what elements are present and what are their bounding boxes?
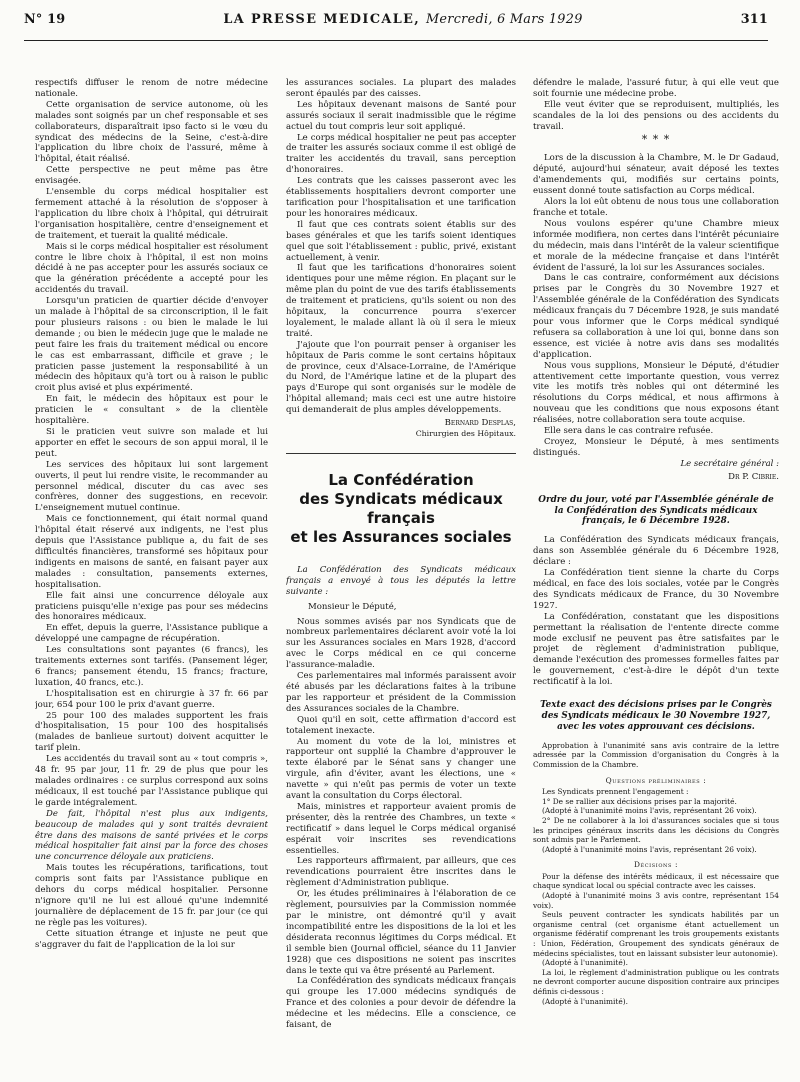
questions-heading: Questions préliminaires :	[605, 775, 707, 785]
signature-role: Le secrétaire général :	[680, 458, 779, 469]
paragraph: Dans le cas contraire, conformément aux décisions prises par le Congrès du 30 Novembre 1927 et l'Assemblée générale de la Confédération des Syndicats médicaux français du 7 Décembre 1928, je suis mandaté pour vous informer que le Corps médical syndiqué refusera sa collaboration à une loi qui, bonne dans son essence, est viciée à notre avis dans ses modalités d'application.	[533, 273, 779, 360]
texte-exact-heading: Texte exact des décisions prises par le Congrès des Syndicats médicaux le 30 Novembre 1927, avec les votes approuvant ces décisions.	[540, 700, 772, 732]
paragraph: J'ajoute que l'on pourrait penser à organiser les hôpitaux de Paris comme le sont certains hôpitaux de province, ceux d'Alsace-Lorraine, de l'Amérique du Nord, de l'Amérique latine et de la plupart des pays d'Europe qui sont organisés sur le modèle de l'hôpital allemand; mais ceci est une autre histoire qui demanderait de plus amples développements.	[286, 339, 516, 416]
journal-name: LA PRESSE MEDICALE,	[223, 12, 421, 27]
paragraph: Les consultations sont payantes (6 francs), les traitements externes sont tarifés. (Pansement léger, 6 francs; pansement étendu, 15 francs; fracture, luxation, 40 francs, etc.).	[35, 645, 268, 688]
list-item: Pour la défense des intérêts médicaux, il est nécessaire que chaque syndicat local ou spécial contracte avec les caisses.	[533, 871, 779, 891]
column-middle	[286, 78, 516, 1078]
list-item: La loi, le règlement d'administration publique ou les contrats ne devront comporter aucune disposition contraire aux principes définis ci-dessous :	[533, 967, 779, 996]
paragraph: L'hospitalisation est en chirurgie à 37 fr. 66 par jour, 654 pour 100 le prix d'avant guerre.	[35, 688, 268, 710]
paragraph: Mais, ministres et rapporteur avaient promis de présenter, dès la rentrée des Chambres, un texte « rectificatif » dans lequel le Corps médical organisé espérait voir inscrites ses revendications essentielles.	[286, 801, 516, 856]
paragraph: Elle fait ainsi une concurrence déloyale aux praticiens puisqu'elle n'exige pas pour ses médecins des honoraires médicaux.	[35, 590, 268, 623]
column-right	[533, 78, 779, 1078]
list-item: (Adopté à l'unanimité).	[542, 958, 628, 968]
list-item: (Adopté à l'unanimité moins 3 avis contre, représentant 154 voix).	[533, 891, 779, 910]
paragraph: La Confédération, constatant que les dispositions permettant la réalisation de l'entente directe comme mode exclusif ne peuvent pas être satisfaites par le projet de règlement d'administration publique, demande l'exécution des promesses formelles faites par le gouvernement, c'est-à-dire le dépôt d'un texte rectificatif à la loi.	[533, 611, 779, 688]
paragraph: Elle veut éviter que se reproduisent, multipliés, les scandales de la loi des pensions ou des accidents du travail.	[533, 99, 779, 132]
paragraph: défendre le malade, l'assuré futur, à qui elle veut que soit fournie une médecine probe.	[533, 78, 779, 99]
decisions-heading: Décisions :	[633, 860, 679, 870]
paragraph: La Confédération des Syndicats médicaux français, dans son Assemblée générale du 6 Décembre 1928, déclare :	[533, 535, 779, 568]
paragraph: Elle sera dans le cas contraire refusée.	[544, 426, 714, 437]
journal-title	[223, 12, 582, 27]
list-item: 1° De se rallier aux décisions prises par la majorité.	[542, 796, 737, 806]
article-title-line: des Syndicats médicaux français	[299, 489, 503, 527]
decisions-block	[533, 741, 779, 1006]
ordre-du-jour-heading: Ordre du jour, voté par l'Assemblée générale de la Confédération des Syndicats médicaux français, le 6 Décembre 1928.	[538, 494, 774, 527]
column-left	[35, 78, 268, 1078]
article-intro: La Confédération des Syndicats médicaux français a envoyé à tous les députés la lettre suivante :	[286, 564, 516, 597]
paragraph: Mais si le corps médical hospitalier est résolument contre le libre choix à l'hôpital, il est non moins décidé à ne pas accepter pour les assurés sociaux ce que la génération précédente a accepté pour les accidentés du travail.	[35, 241, 268, 296]
author-signature: Bernard Desplas,	[444, 418, 516, 429]
paragraph: Lorsqu'un praticien de quartier décide d'envoyer un malade à l'hôpital de sa circonscription, il le fait pour plusieurs raisons : ou bien le malade le lui demande ; ou bien le médecin juge que le malade ne peut faire les frais du traitement médical ou encore le cas est embarrassant, difficile et grave ; le praticien passe justement la responsabilité à un médecin des hôpitaux qu'à tort ou à raison le public croit plus avisé et plus expérimenté.	[35, 296, 268, 394]
issue-number: N° 19	[24, 12, 66, 27]
paragraph: Croyez, Monsieur le Député, à mes sentiments distingués.	[533, 437, 779, 458]
paragraph: Alors la loi eût obtenu de nous tous une collaboration franche et totale.	[533, 197, 779, 218]
paragraph: Il faut que les tarifications d'honoraires soient identiques pour une même région. En plaçant sur le même plan du point de vue des tarifs établissements de traitement et praticiens, qu'ils soient ou non des hôpitaux, la concurrence pourra s'exercer loyalement, le malade allant là où il sera le mieux traité.	[286, 263, 516, 339]
paragraph: Les accidentés du travail sont au « tout compris », 48 fr. 95 par jour, 11 fr. 29 de plus que pour les malades ordinaires : ce surplus correspond aux soins médicaux, il est touché par l'Assistance publique qui le garde intégralement.	[35, 754, 268, 808]
list-item: (Adopté à l'unanimité moins l'avis, représentant 26 voix).	[542, 844, 757, 854]
paragraph: Il faut que ces contrats soient établis sur des bases générales et que les tarifs soient identiques quel que soit l'établissement : public, privé, existant actuellement, à venir.	[286, 219, 516, 263]
paragraph: La Confédération tient sienne la charte du Corps médical, en face des lois sociales, votée par le Congrès des Syndicats médicaux de France, du 30 Novembre 1927.	[533, 568, 779, 611]
list-item: 2° De ne collaborer à la loi d'assurances sociales que si tous les principes généraux inscrits dans les décisions du Congrès sont admis par le Parlement.	[533, 815, 779, 845]
page-number: 311	[740, 12, 768, 27]
paragraph: Mais ce fonctionnement, qui était normal quand l'hôpital était réservé aux indigents, ne l'est plus depuis que l'Assistance publique a, du fait de ses difficultés financières, transformé ses hôpitaux pour indigents en maisons de santé, en faisant payer aux malades : consultation, pansements externes, hospitalisation.	[35, 514, 268, 590]
paragraph: En fait, le médecin des hôpitaux est pour le praticien le « consultant » de la clientèle hospitalière.	[35, 394, 268, 427]
issue-date: Mercredi, 6 Mars 1929	[426, 12, 583, 27]
section-asterism: * * *	[641, 132, 671, 146]
paragraph: Au moment du vote de la loi, ministres et rapporteur ont supplié la Chambre d'approuver le texte élaboré par le Sénat sans y changer une virgule, afin d'éviter, avant les élections, une « navette » qui n'eût pas permis de voter un texte avant la consultation du Corps électoral.	[286, 736, 516, 802]
article-title	[286, 471, 516, 547]
signature-name: Dr P. Cibrie.	[728, 471, 779, 482]
paragraph: Les contrats que les caisses passeront avec les établissements hospitaliers devront comporter une tarification pour l'hospitalisation et une tarification pour les honoraires médicaux.	[286, 176, 516, 219]
paragraph: Approbation à l'unanimité sans avis contraire de la lettre adressée par la Commission d'organisation du Congrès à la Commission de la Chambre.	[533, 740, 779, 769]
paragraph: Nous sommes avisés par nos Syndicats que de nombreux parlementaires déclarent avoir voté la loi sur les Assurances sociales en Mars 1928, d'accord avec le Corps médical en ce qui concerne l'assurance-maladie.	[286, 616, 516, 671]
paragraph: Le corps médical hospitalier ne peut pas accepter de traiter les assurés sociaux comme il est obligé de traiter les accidentés du travail, sans perception d'honoraires.	[286, 132, 516, 176]
paragraph: De fait, l'hôpital n'est plus aux indigents, beaucoup de malades qui y sont traités devraient être dans des maisons de santé privées et le corps médical hospitalier fait ainsi par la force des choses une concurrence déloyale aux praticiens.	[35, 808, 268, 863]
article-title-line: et les Assurances sociales	[290, 527, 512, 546]
paragraph: Les rapporteurs affirmaient, par ailleurs, que ces revendications pourraient être inscrites dans le règlement d'Administration publique.	[286, 856, 516, 889]
list-item: (Adopté à l'unanimité).	[542, 996, 628, 1006]
paragraph: Cette situation étrange et injuste ne peut que s'aggraver du fait de l'application de la loi sur	[35, 928, 268, 950]
salutation: Monsieur le Député,	[308, 601, 397, 612]
paragraph: Ces parlementaires mal informés paraissent avoir été abusés par les déclarations faites à la tribune par les rapporteur et président de la Commission des Assurances sociales de la Chambre.	[286, 671, 516, 714]
page-header	[24, 12, 768, 41]
paragraph: Nous vous supplions, Monsieur le Député, d'étudier attentivement cette importante question, vous verrez vite les motifs très nobles qui ont déterminé les résolutions du Corps médical, et nous affirmons à nouveau que les conditions que nous exposons étant réalisées, notre collaboration sera toute acquise.	[533, 360, 779, 426]
paragraph: Nous voulons espérer qu'une Chambre mieux informée modifiera, non certes dans l'intérêt pécuniaire du médecin, mais dans l'intérêt de la valeur scientifique et morale de la médecine française et dans l'intérêt évident de l'assuré, la loi sur les Assurances sociales.	[533, 218, 779, 273]
paragraph: La Confédération des syndicats médicaux français qui groupe les 17.000 médecins syndiqués de France et des colonies a pour devoir de défendre la médecine et les médecins. Elle a conscience, ce faisant, de	[286, 976, 516, 1031]
paragraph: Cette perspective ne peut même pas être envisagée.	[35, 165, 268, 187]
paragraph: En effet, depuis la guerre, l'Assistance publique a développé une campagne de récupération.	[35, 623, 268, 645]
paragraph: respectifs diffuser le renom de notre médecine nationale.	[35, 78, 268, 99]
paragraph: Or, les études préliminaires à l'élaboration de ce règlement, poursuivies par la Commission nommée par le ministre, ont démontré qu'il y avait incompatibilité entre les dispositions de la loi et les désiderata reconnus légitimes du Corps médical. Et il semble bien (Journal officiel, séance du 11 Janvier 1928) que ces dispositions ne soient pas inscrites dans le texte qui va être présenté au Parlement.	[286, 889, 516, 976]
paragraph: Lors de la discussion à la Chambre, M. le Dr Gadaud, député, aujourd'hui sénateur, avait déposé les textes d'amendements qui, modifiés sur certains points, eussent donné toute satisfaction au Corps médical.	[533, 153, 779, 197]
paragraph: 25 pour 100 des malades supportent les frais d'hospitalisation, 15 pour 100 des hospitalisés (malades de banlieue surtout) doivent acquitter le tarif plein.	[35, 710, 268, 754]
paragraph: Mais toutes les récupérations, tarifications, tout compris sont faits par l'Assistance publique en dehors du corps médical hospitalier. Personne n'ignore qu'il ne lui est alloué qu'une indemnité journalière de déplacement de 15 fr. par jour (ce qui ne règle pas les voitures).	[35, 863, 268, 928]
paragraph: les assurances sociales. La plupart des malades seront épaulés par des caisses.	[286, 78, 516, 99]
article-title-line: La Confédération	[328, 470, 474, 489]
author-title: Chirurgien des Hôpitaux.	[415, 429, 516, 438]
paragraph: Quoi qu'il en soit, cette affirmation d'accord est totalement inexacte.	[286, 714, 516, 736]
paragraph: L'ensemble du corps médical hospitalier est fermement attaché à la résolution de s'opposer à l'application du libre choix à l'hôpital, qui détruirait l'organisation hospitalière, centre d'enseignement et de traitement, et tuerait la qualité médicale.	[35, 187, 268, 241]
paragraph: Cette organisation de service autonome, où les malades sont soignés par un chef responsable et ses collaborateurs, disparaîtrait ipso facto si le vœu du syndicat des médecins de la Seine, c'est-à-dire l'application du libre choix de l'assuré, même à l'hôpital, était réalisé.	[35, 99, 268, 165]
paragraph: Si le praticien veut suivre son malade et lui apporter en effet le secours de son appui moral, il le peut.	[35, 427, 268, 459]
paragraph: Les hôpitaux devenant maisons de Santé pour assurés sociaux il serait inadmissible que le régime actuel du tout compris leur soit appliqué.	[286, 99, 516, 132]
list-item: Les Syndicats prennent l'engagement :	[542, 787, 689, 797]
paragraph: Les services des hôpitaux lui sont largement ouverts, il peut lui rendre visite, le recommander au personnel médical, discuter du cas avec ses confrères, donner des suggestions, en recevoir. L'enseignement mutuel continue.	[35, 459, 268, 514]
list-item: (Adopté à l'unanimité moins l'avis, représentant 26 voix).	[542, 806, 757, 816]
section-divider	[286, 453, 516, 454]
list-item: Seuls peuvent contracter les syndicats habilités par un organisme central (cet organisme étant actuellement un organisme fédératif comprenant les trois groupements existants : Union, Fédération, Groupement des syndicats généraux de médecins spécialistes, tout en laissant subsister leur autonomie).	[533, 910, 779, 958]
